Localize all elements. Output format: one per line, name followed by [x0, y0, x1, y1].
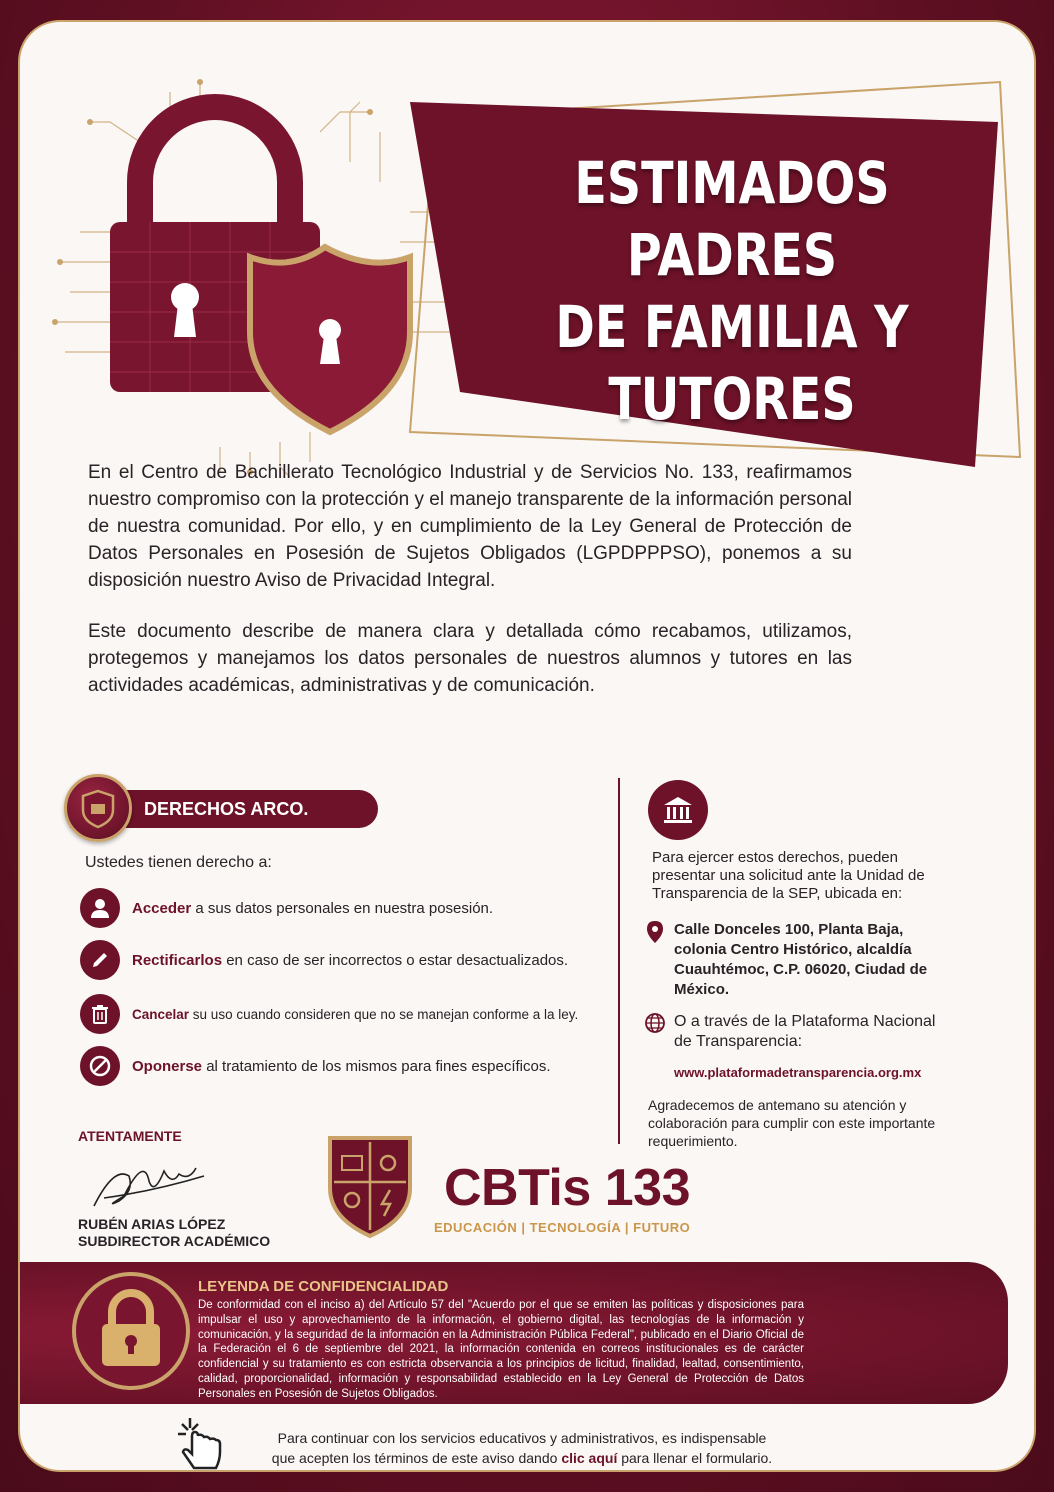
- signature-image: [84, 1146, 214, 1216]
- pointer-hand-icon: [168, 1410, 232, 1472]
- right-access: Acceder a sus datos personales en nuestra posesión.: [80, 888, 493, 928]
- shield-badge-icon: [64, 774, 132, 842]
- address: Calle Donceles 100, Planta Baja, colonia Centro Histórico, alcaldía Cuauhtémoc, C.P. 06020, Ciudad de México.: [674, 921, 928, 998]
- school-shield-logo: [322, 1130, 418, 1240]
- signatory: RUBÉN ARIAS LÓPEZ SUBDIRECTOR ACADÉMICO: [78, 1216, 271, 1249]
- footer-text: Para continuar con los servicios educativos y administrativos, es indispensable que acepten los términos de este aviso dando clic aquí para llenar el formulario.: [271, 1430, 773, 1466]
- school-name: CBTis 133: [444, 1159, 691, 1217]
- page-title: ESTIMADOS PADRES DE FAMILIA Y TUTORES: [555, 149, 909, 433]
- transparency-link[interactable]: www.plataformadetransparencia.org.mx: [674, 1065, 922, 1080]
- contact-text: Para ejercer estos derechos, pueden presentar una solicitud ante la Unidad de Transparencia de la SEP, ubicada en:: [652, 849, 925, 902]
- arco-heading: DERECHOS ARCO.: [70, 790, 378, 828]
- right-cancel: Cancelar su uso cuando consideren que no se manejan conforme a la ley.: [80, 994, 578, 1034]
- globe-icon: [644, 1012, 666, 1034]
- school-tagline: EDUCACIÓN | TECNOLOGÍA | FUTURO: [434, 1220, 691, 1235]
- closing-label: ATENTAMENTE: [78, 1128, 182, 1144]
- right-oppose: Oponerse al tratamiento de los mismos para fines específicos.: [80, 1046, 551, 1086]
- pencil-icon: [80, 940, 120, 980]
- block-icon: [80, 1046, 120, 1086]
- confidentiality-text: De conformidad con el inciso a) del Artículo 57 del "Acuerdo por el que se emiten las políticas y disposiciones para impulsar el uso y aprovechamiento de la información, el gobierno digital, las tecnologías de la información y comunicación, y la seguridad de la información en la Administración Pública Federal", publicado en el Diario Oficial de la Federación el 6 de septiembre del 2021, la información contenida en correos institucionales es de carácter confidencial y su tratamiento es con estricta observancia a los principios de licitud, finalidad, lealtad, consentimiento, calidad, proporcionalidad, información y responsabilidad establecido en la Ley General de Protección de Datos Personales en Posesión de Sujetos Obligados.: [198, 1299, 804, 1400]
- confidentiality-title: LEYENDA DE CONFIDENCIALIDAD: [198, 1278, 449, 1295]
- rights-intro: Ustedes tienen derecho a:: [85, 854, 272, 871]
- column-divider: [618, 778, 620, 1144]
- person-icon: [80, 888, 120, 928]
- institution-icon: [648, 780, 708, 840]
- form-link[interactable]: clic aquí: [561, 1450, 618, 1466]
- thanks-text: Agradecemos de antemano su atención y colaboración para cumplir con este importante requerimiento.: [648, 1097, 936, 1149]
- flyer-card: [18, 20, 1036, 1472]
- padlock-icon: [70, 1270, 192, 1392]
- location-pin-icon: [646, 920, 664, 944]
- platform-text: O a través de la Plataforma Nacional de Transparencia:: [674, 1013, 936, 1050]
- intro-text: En el Centro de Bachillerato Tecnológico Industrial y de Servicios No. 133, reafirmamos nuestro compromiso con la protección y el manejo transparente de la información personal de nuestra comunidad. Por ello, y en cumplimiento de la Ley General de Protección de Datos Personales en Posesión de Sujetos Obligados (LGPDPPPSO), ponemos a su disposición nuestro Aviso de Privacidad Integral. Este documento describe de manera clara y detallada cómo recabamos, utilizamos, protegemos y manejamos los datos personales de nuestros alumnos y tutores en las actividades académicas, administrativas y de comunicación.: [88, 462, 852, 696]
- trash-icon: [80, 994, 120, 1034]
- right-rectify: Rectificarlos en caso de ser incorrectos o estar desactualizados.: [80, 940, 568, 980]
